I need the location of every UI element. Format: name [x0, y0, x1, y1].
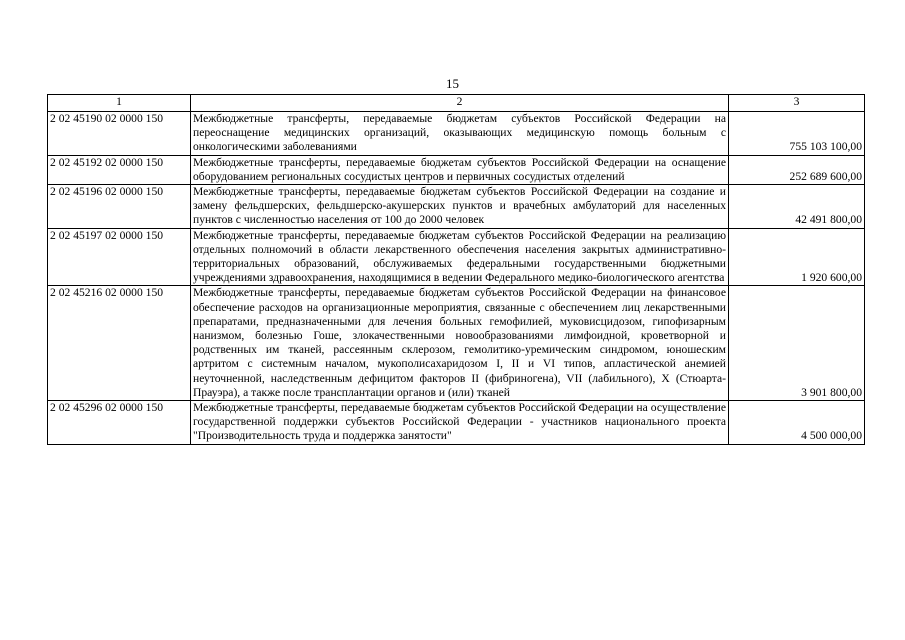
transfer-amount: 755 103 100,00	[729, 112, 865, 156]
transfer-amount: 3 901 800,00	[729, 286, 865, 401]
budget-code: 2 02 45190 02 0000 150	[48, 112, 191, 156]
budget-table	[47, 94, 865, 445]
transfer-description: Межбюджетные трансферты, передаваемые бюджетам субъектов Российской Федерации на переоснащение медицинских организаций, оказывающих медицинскую помощь больным с онкологическими заболеваниями	[191, 112, 729, 156]
table-row	[48, 401, 865, 445]
budget-code: 2 02 45296 02 0000 150	[48, 401, 191, 445]
transfer-amount: 252 689 600,00	[729, 155, 865, 184]
column-header-code: 1	[48, 95, 191, 112]
table-header-row	[48, 95, 865, 112]
table-row	[48, 155, 865, 184]
transfer-amount: 42 491 800,00	[729, 185, 865, 229]
column-header-name: 2	[191, 95, 729, 112]
transfer-description: Межбюджетные трансферты, передаваемые бюджетам субъектов Российской Федерации на финансовое обеспечение расходов на организационные мероприятия, связанные с обеспечением лиц лекарственными препаратами, предназначенными для лечения больных гемофилией, муковисцидозом, гипофизарным нанизмом, болезнью Гоше, злокачественными новообразованиями лимфоидной, кроветворной и родственных им тканей, рассеянным склерозом, гемолитико-уремическим синдромом, юношеским артритом с системным началом, мукополисахаридозом I, II и VI типов, апластической анемией неуточненной, наследственным дефицитом факторов II (фибриногена), VII (лабильного), X (Стюарта-Прауэра), а также после трансплантации органов и (или) тканей	[191, 286, 729, 401]
table-row	[48, 228, 865, 286]
transfer-amount: 1 920 600,00	[729, 228, 865, 286]
budget-code: 2 02 45196 02 0000 150	[48, 185, 191, 229]
transfer-amount: 4 500 000,00	[729, 401, 865, 445]
column-header-amount: 3	[729, 95, 865, 112]
transfer-description: Межбюджетные трансферты, передаваемые бюджетам субъектов Российской Федерации на создание и замену фельдшерских, фельдшерско-акушерских пунктов и врачебных амбулаторий для населенных пунктов с численностью населения от 100 до 2000 человек	[191, 185, 729, 229]
transfer-description: Межбюджетные трансферты, передаваемые бюджетам субъектов Российской Федерации на осуществление государственной поддержки субъектов Российской Федерации - участников национального проекта "Производительность труда и поддержка занятости"	[191, 401, 729, 445]
budget-code: 2 02 45216 02 0000 150	[48, 286, 191, 401]
budget-code: 2 02 45192 02 0000 150	[48, 155, 191, 184]
transfer-description: Межбюджетные трансферты, передаваемые бюджетам субъектов Российской Федерации на оснащение оборудованием региональных сосудистых центров и первичных сосудистых отделений	[191, 155, 729, 184]
page-number: 15	[446, 76, 459, 91]
table-row	[48, 185, 865, 229]
table-row	[48, 112, 865, 156]
transfer-description: Межбюджетные трансферты, передаваемые бюджетам субъектов Российской Федерации на реализацию отдельных полномочий в области лекарственного обеспечения населения закрытых административно-территориальных образований, обслуживаемых федеральными государственными бюджетными учреждениями здравоохранения, находящимися в ведении Федерального медико-биологического агентства	[191, 228, 729, 286]
budget-code: 2 02 45197 02 0000 150	[48, 228, 191, 286]
table-row	[48, 286, 865, 401]
